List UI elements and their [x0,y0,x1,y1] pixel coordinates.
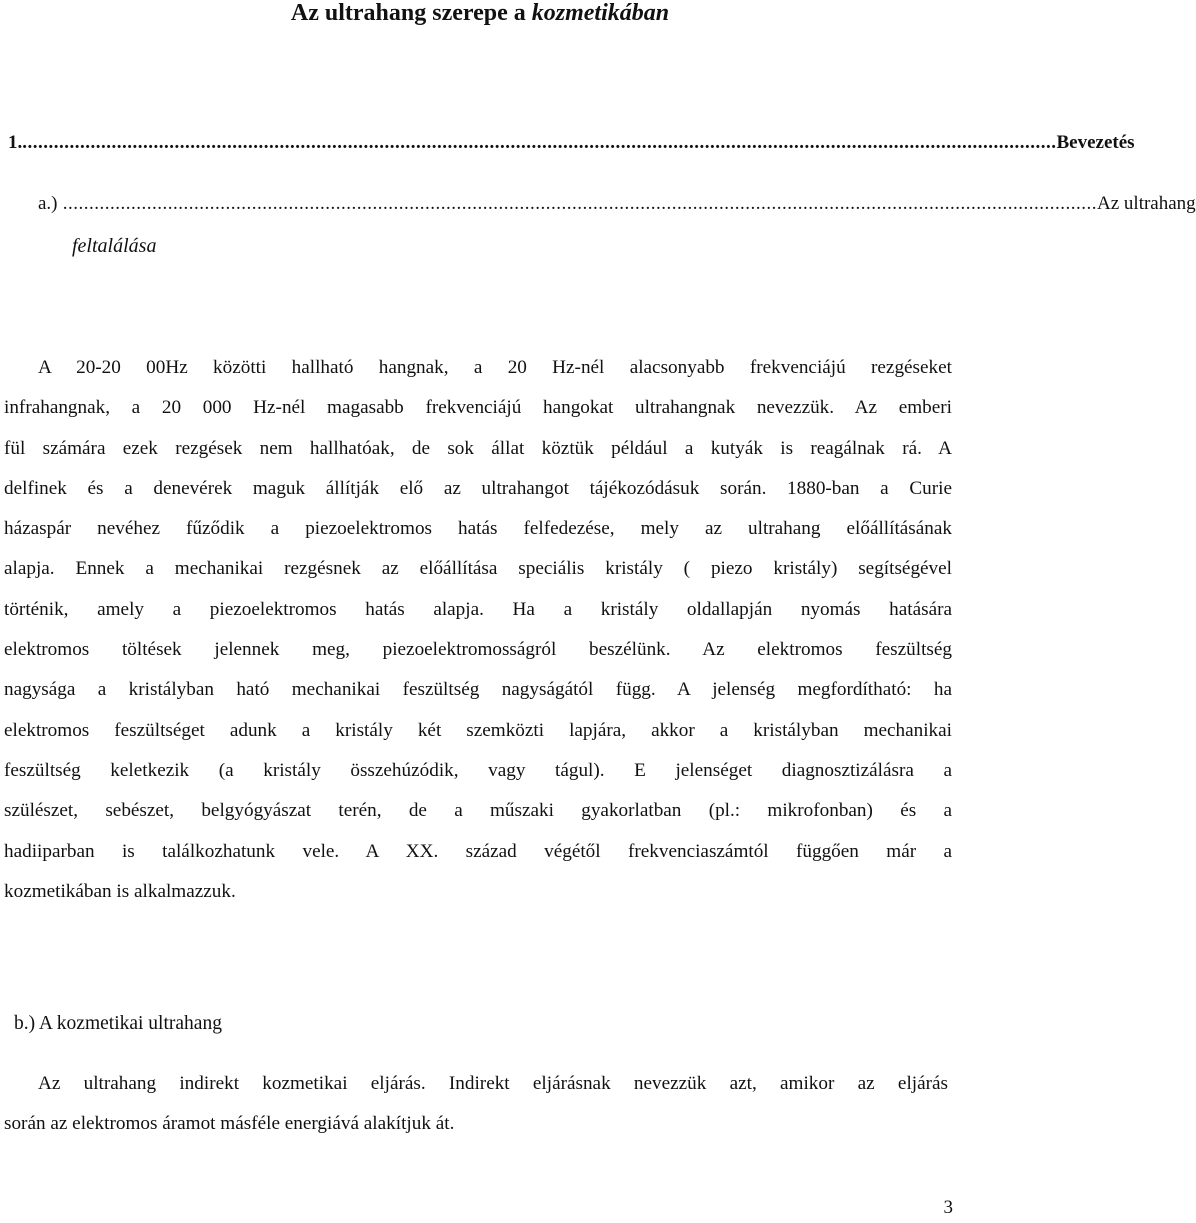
title-italic: kozmetikában [531,0,670,26]
paragraph-line: szülészet, sebészet, belgyógyászat terén, de a műszaki gyakorlatban (pl.: mikrofonban) és a [4,800,952,822]
paragraph-line: elektromos töltések jelennek meg, piezoelektromosságról beszélünk. Az elektromos feszültség [4,639,952,661]
paragraph-line: Az ultrahang indirekt kozmetikai eljárás. Indirekt eljárásnak nevezzük azt, amikor az eljárás [38,1073,948,1094]
toc-leader-dots: ..................................................................................................................................................................................................... [57,193,1098,214]
paragraph-line: fül számára ezek rezgések nem hallhatóak, de sok állat köztük például a kutyák is reagálnak rá. A [4,437,952,459]
paragraph-introduction [4,348,952,912]
toc-entry-1-label: Bevezetés [1056,132,1135,153]
page-number: 3 [943,1197,953,1218]
paragraph-line: A 20-20 00Hz közötti hallható hangnak, a 20 Hz-nél alacsonyabb frekvenciájú rezgéseket [38,357,952,378]
toc-entry-2[interactable] [38,190,1196,218]
paragraph-line: alapja. Ennek a mechanikai rezgésnek az előállítása speciális kristály ( piezo kristály) segítségével [4,558,952,580]
paragraph-line: során az elektromos áramot másféle energiává alakítjuk át. [4,1113,455,1135]
paragraph-line: kozmetikában is alkalmazzuk. [4,880,236,902]
toc-entry-1-number: 1. [8,132,23,153]
paragraph-line: elektromos feszültséget adunk a kristály két szemközti lapjára, akkor a kristályban mechanikai [4,719,952,741]
paragraph-line: házaspár nevéhez fűződik a piezoelektromos hatás felfedezése, mely az ultrahang előállításának [4,518,952,540]
paragraph-line: történik, amely a piezoelektromos hatás alapja. Ha a kristály oldallapján nyomás hatására [4,598,952,620]
toc-entry-2-continuation: feltalálása [72,235,157,257]
title-plain: Az ultrahang szerepe a [290,0,532,26]
document-title [0,0,960,30]
paragraph-kozmetikai-ultrahang [4,1064,948,1145]
paragraph-line: nagysága a kristályban ható mechanikai feszültség nagyságától függ. A jelenség megfordítható: ha [4,679,952,701]
toc-entry-1[interactable] [8,129,1135,157]
paragraph-line: infrahangnak, a 20 000 Hz-nél magasabb frekvenciájú hangokat ultrahangnak nevezzük. Az emberi [4,397,952,419]
section-b-heading: b.) A kozmetikai ultrahang [14,1013,222,1034]
toc-entry-2-number: a.) [38,193,58,214]
toc-entry-2-label: Az ultrahang [1097,193,1196,214]
paragraph-line: delfinek és a denevérek maguk állítják elő az ultrahangot tájékozódásuk során. 1880-ban a Curie [4,477,952,499]
paragraph-line: hadiiparban is találkozhatunk vele. A XX. század végétől frekvenciaszámtól függően már a [4,840,952,862]
paragraph-line: feszültség keletkezik (a kristály összehúzódik, vagy tágul). E jelenséget diagnosztizálásra a [4,759,952,781]
toc-leader-dots: ..................................................................................................................................................................................................... [22,132,1057,153]
